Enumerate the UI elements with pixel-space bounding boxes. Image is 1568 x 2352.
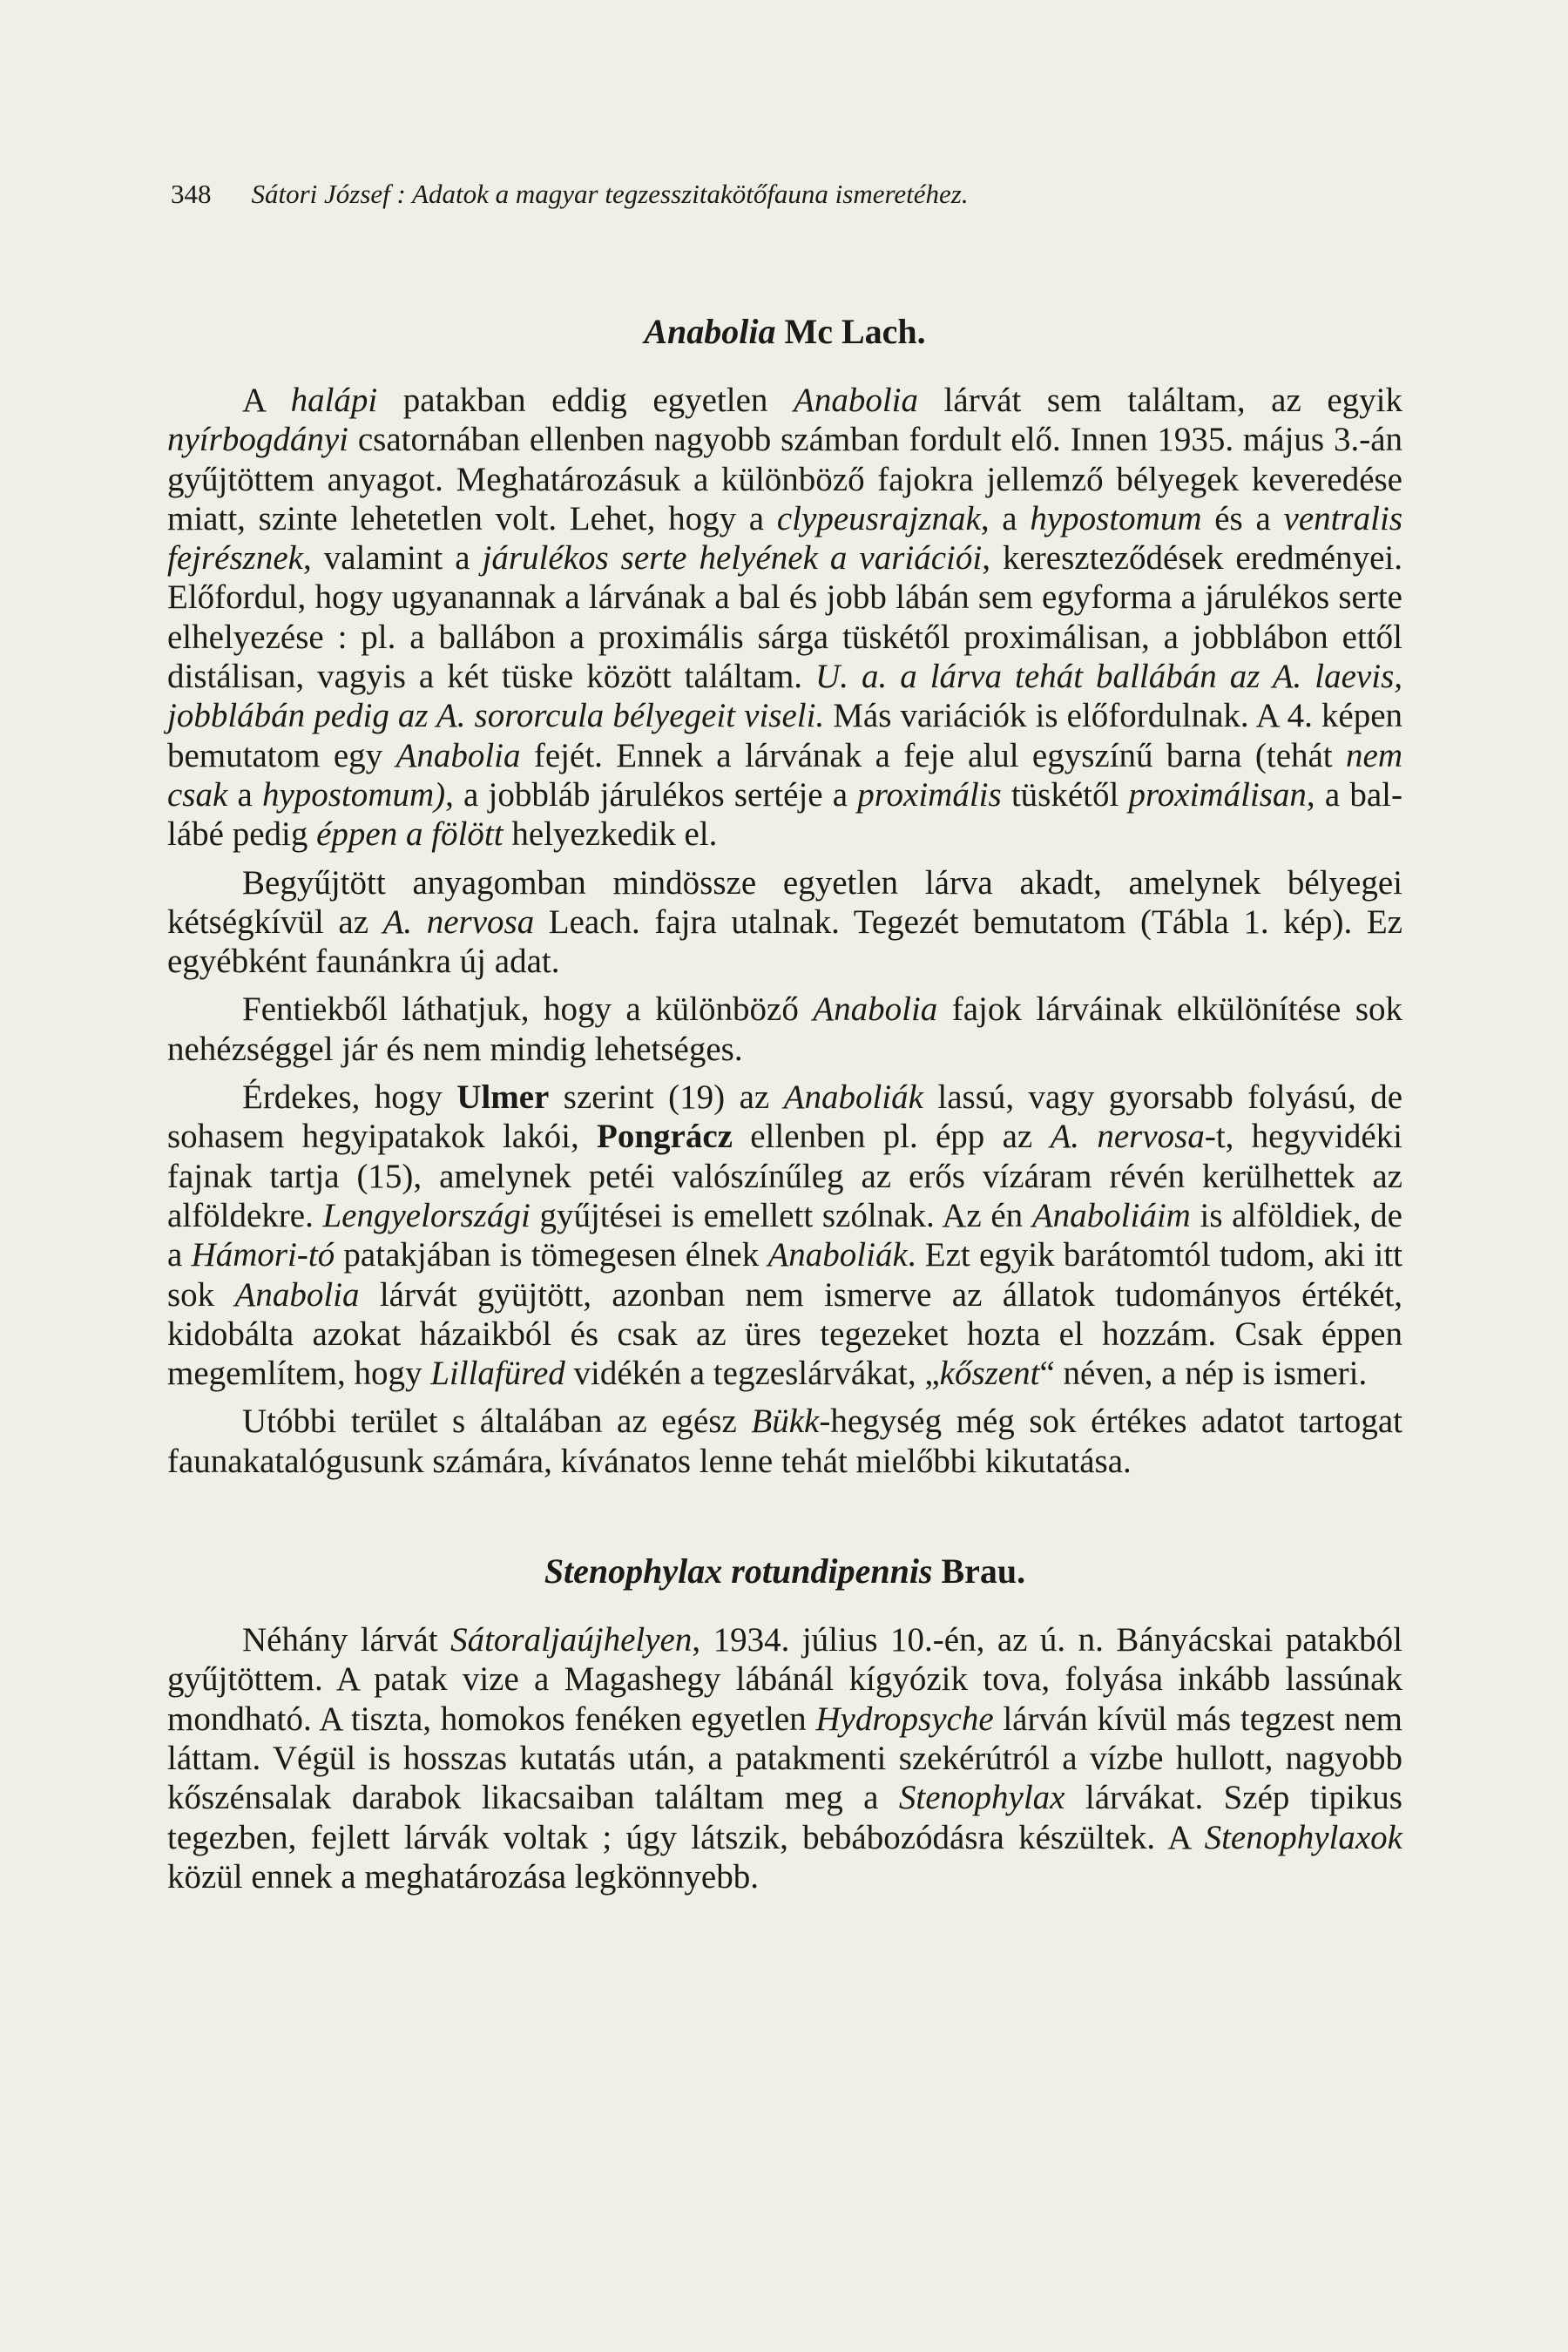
text-run: A: [242, 382, 291, 419]
text-run: helyezkedik el.: [503, 815, 718, 854]
text-run: , 1934. július 10.-én, az ú. n. Bányácskai patakból gyűjtöttem. A patak vize a Magashegy lábánál kígyózik tova, folyása inkább lassúnak mondható. A tiszta, homokos fenéken egyetlen: [167, 1621, 1402, 1738]
text-run: ellenben pl. épp az: [732, 1118, 1051, 1156]
text-run: Stenophylax: [898, 1779, 1065, 1817]
text-run: hypostomum: [1030, 499, 1202, 537]
text-run: is alföldiek, de a: [167, 1196, 1402, 1274]
text-run: járulékos serte helyének a variációi: [482, 539, 983, 578]
text-run: patakjában is tömegesen élnek: [335, 1236, 768, 1274]
paragraph-3: [167, 990, 1402, 1069]
text-run: Utóbbi terület s általában az egész: [242, 1402, 752, 1441]
text-run: lárvát sem találtam, az egyik: [918, 382, 1403, 419]
text-run: lárván kívül más tegzest nem láttam. Végül is hosszas kutatás után, a patakmenti szekérútról a vízbe hullott, nagyobb kőszénsalak darabok likacsaiban találtam meg a: [167, 1700, 1402, 1817]
text-run: Stenophylaxok: [1204, 1818, 1402, 1856]
text-run: , a: [980, 499, 1031, 537]
text-run: szerint (19) az: [549, 1078, 784, 1117]
text-run: Anaboliák: [767, 1236, 908, 1274]
text-run: Anabolia: [395, 736, 521, 774]
text-run: nem csak: [167, 736, 1402, 814]
text-run: , a ballábé pedig: [167, 775, 1402, 854]
text-run: proximális: [857, 775, 1002, 814]
text-run: és a: [1201, 499, 1284, 537]
text-run: Sátoraljaújhelyen: [450, 1621, 693, 1659]
text-run: Hydropsyche: [815, 1700, 994, 1738]
heading-author: Brau.: [941, 1551, 1026, 1592]
text-run: A. nervosa: [382, 902, 535, 941]
text-run: Lillafüred: [430, 1355, 565, 1393]
text-run: Ulmer: [456, 1078, 550, 1117]
text-run: A. nervosa: [1050, 1118, 1205, 1156]
text-run: Lengyelországi: [322, 1196, 531, 1234]
text-run: Fentiekből láthatjuk, hogy a különböző: [242, 990, 814, 1029]
text-run: gyűjtései is emellett szólnak. Az én: [530, 1196, 1032, 1234]
text-run: . Ezt egyik barátomtól tudom, aki itt sok: [167, 1236, 1402, 1314]
heading-author: Mc Lach.: [784, 312, 926, 351]
text-run: Begyűjtött anyagomban mindössze egyetlen lárva akadt, amelynek bélyegei kétségkívül az: [167, 863, 1402, 941]
text-run: halápi: [290, 382, 378, 419]
text-run: hypostomum): [261, 775, 446, 814]
text-run: Pongrácz: [597, 1118, 733, 1156]
text-run: lassú, vagy gyorsabb folyású, de sohasem hegyipatakok lakói,: [167, 1078, 1403, 1156]
paragraph-4: [167, 1078, 1402, 1393]
text-run: clypeusrajznak: [776, 499, 981, 537]
page-number: 348: [171, 179, 212, 209]
text-run: a: [227, 775, 262, 814]
text-run: Anabolia: [234, 1275, 360, 1314]
text-run: Anaboliáim: [1031, 1196, 1191, 1234]
text-run: Anaboliák: [783, 1078, 923, 1117]
body-text: [167, 309, 1402, 1896]
text-run: lárvákat. Szép tipikus tegezben, fejlett lárvák voltak ; úgy látszik, bebábozódásra készültek. A: [167, 1779, 1402, 1856]
text-run: kőszent: [939, 1355, 1040, 1393]
text-run: “ néven, a nép is ismeri.: [1039, 1355, 1368, 1393]
text-run: nyírbogdányi: [167, 421, 348, 459]
paragraph-6: [167, 1620, 1402, 1896]
text-run: Anabolia: [813, 990, 938, 1029]
text-run: , a jobbláb járulékos sertéje a: [445, 775, 858, 814]
text-run: tüskétől: [1001, 775, 1129, 814]
section-heading-anabolia: [167, 309, 1402, 355]
text-run: Hámori-tó: [191, 1236, 335, 1274]
section-heading-stenophylax: [167, 1549, 1402, 1594]
text-run: vidékén a tegzeslárvákat, „: [564, 1355, 940, 1393]
text-run: Más variációk is előfordulnak. A 4. képen bemutatom egy: [167, 697, 1403, 774]
text-run: , kereszteződések eredményei. Előfordul, hogy ugyanannak a lárvának a bal és jobb lábán sem egyforma a járulékos serte elhelyezése : pl. a ballábon a proximális sárga tüskétől proximálisan, a jobblábon ettől distálisan, vagyis a két tüske között találtam.: [167, 539, 1402, 696]
text-run: Bükk: [751, 1402, 820, 1441]
text-run: patakban eddig egyetlen: [377, 382, 794, 419]
text-run: fajok lárváinak elkülönítése sok nehézséggel jár és nem mindig lehetséges.: [167, 990, 1402, 1068]
text-run: U. a. a lárva tehát ballábán az A. laevis, jobblábán pedig az A. sororcula bélyegeit viseli.: [167, 658, 1402, 735]
text-run: ventralis fejrésznek: [167, 499, 1402, 578]
text-run: éppen a fölött: [316, 815, 504, 854]
text-run: Anabolia: [794, 382, 918, 419]
text-run: -t, hegyvidéki fajnak tartja (15), amelynek petéi valószínűleg az erős vízáram révén kerülhettek az alföldekre.: [167, 1118, 1402, 1234]
text-run: proximálisan: [1128, 775, 1307, 814]
text-run: , valamint a: [302, 539, 483, 578]
text-run: fejét. Ennek a lárvának a feje alul egyszínű barna (tehát: [520, 736, 1347, 774]
text-run: lárvát gyüjtött, azonban nem ismerve az állatok tudományos értékét, kidobálta azokat házaikból és csak az üres tegezeket hozta el hozzám. Csak éppen megemlítem, hogy: [167, 1275, 1402, 1393]
heading-species: Stenophylax rotundipennis: [544, 1551, 933, 1592]
paragraph-1: [167, 381, 1402, 855]
running-head: [171, 179, 1408, 210]
text-run: Leach. fajra utalnak. Tegezét bemutatom (Tábla 1. kép). Ez egyébként faunánkra új adat.: [167, 902, 1402, 981]
paragraph-2: [167, 863, 1402, 982]
text-run: -hegység még sok értékes adatot tartogat faunakatalógusunk számára, kívánatos lenne tehát mielőbbi kikutatása.: [167, 1402, 1402, 1480]
running-head-title: Sátori József : Adatok a magyar tegzesszitakötőfauna ismeretéhez.: [251, 179, 969, 209]
text-run: Érdekes, hogy: [242, 1078, 457, 1117]
paragraph-5: [167, 1402, 1402, 1481]
text-run: közül ennek a meghatározása legkönnyebb.: [167, 1857, 759, 1896]
text-run: Néhány lárvát: [242, 1621, 451, 1659]
text-run: csatornában ellenben nagyobb számban fordult elő. Innen 1935. május 3.-án gyűjtöttem anyagot. Meghatározásuk a különböző fajokra jellemző bélyegek keveredése miatt, szinte lehetetlen volt. Lehet, hogy a: [167, 421, 1402, 537]
heading-genus: Anabolia: [644, 312, 776, 351]
